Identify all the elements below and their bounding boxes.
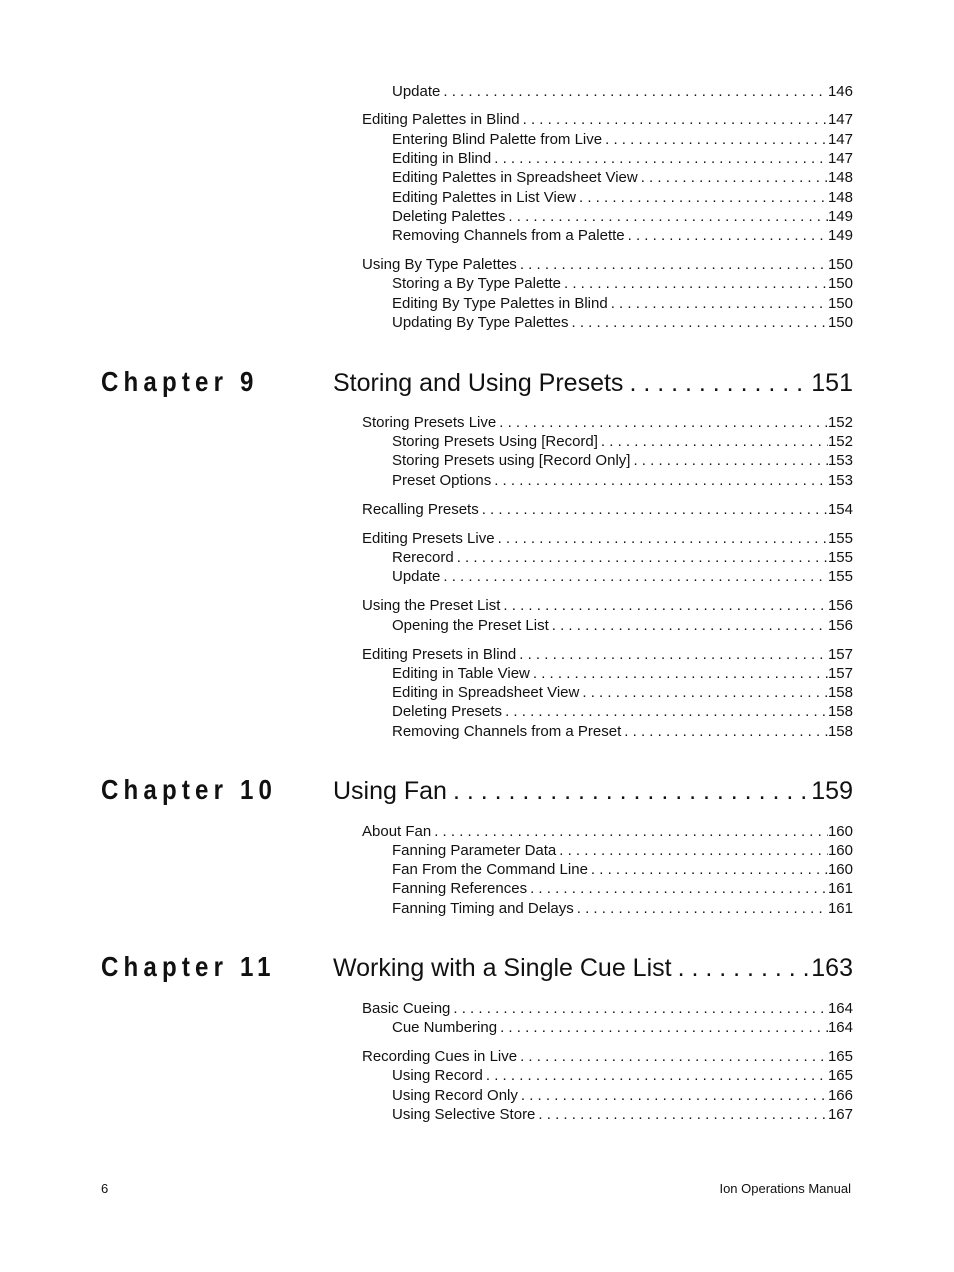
toc-entry-title: Using Record — [392, 1067, 483, 1084]
chapter-page: 163 — [811, 954, 853, 982]
toc-entry-title: Deleting Presets — [392, 703, 503, 720]
chapter-title: Using Fan — [333, 777, 447, 805]
dot-leader — [457, 548, 828, 567]
toc-entry-title: Fanning Parameter Data — [392, 842, 557, 859]
toc-entry-title: Editing Palettes in List View — [392, 189, 576, 206]
toc-entry-page: 160 — [827, 861, 853, 878]
toc-entry-title: Fan From the Command Line — [392, 861, 588, 878]
toc-entry-title: Editing Palettes in Spreadsheet View — [392, 169, 638, 186]
toc-entry-title: Storing Presets Live — [362, 414, 497, 431]
toc-subsection-entry[interactable] — [392, 432, 853, 451]
chapter-title: Storing and Using Presets — [333, 369, 624, 397]
toc-subsection-entry[interactable] — [392, 313, 853, 332]
dot-leader — [633, 451, 828, 470]
toc-entry-title: Entering Blind Palette from Live — [392, 131, 603, 148]
toc-subsection-entry[interactable] — [392, 1105, 853, 1124]
toc-subsection-entry[interactable] — [392, 1066, 853, 1085]
toc-entry-page: 149 — [827, 227, 853, 244]
dot-leader — [629, 368, 811, 398]
dot-leader — [520, 1047, 828, 1066]
toc-entry-title: Using the Preset List — [362, 597, 501, 614]
toc-entry-page: 148 — [827, 169, 853, 186]
toc-subsection-entry[interactable] — [392, 841, 853, 860]
toc-subsection-entry[interactable] — [392, 899, 853, 918]
dot-leader — [499, 413, 828, 432]
toc-entry-page: 157 — [827, 646, 853, 663]
toc-entry-page: 156 — [827, 597, 853, 614]
toc-subsection-entry[interactable] — [392, 1086, 853, 1105]
toc-entry-title: Storing Presets using [Record Only] — [392, 452, 631, 469]
dot-leader — [579, 188, 828, 207]
chapter-title-entry[interactable] — [333, 368, 853, 398]
toc-entry-title: Editing By Type Palettes in Blind — [392, 295, 608, 312]
toc-entry-title: Editing Palettes in Blind — [362, 111, 520, 128]
dot-leader — [434, 822, 828, 841]
toc-entry-title: Using Selective Store — [392, 1106, 536, 1123]
dot-leader — [611, 294, 828, 313]
toc-entry-title: About Fan — [362, 823, 432, 840]
toc-entry-page: 165 — [827, 1067, 853, 1084]
toc-entry-title: Storing Presets Using [Record] — [392, 433, 598, 450]
toc-entry-page: 150 — [827, 295, 853, 312]
chapter-title-entry[interactable] — [333, 953, 853, 983]
dot-leader — [505, 702, 828, 721]
toc-entry-title: Editing Presets in Blind — [362, 646, 517, 663]
chapter-label: Chapter 11 — [101, 951, 276, 982]
toc-subsection-entry[interactable] — [392, 664, 853, 683]
footer-manual-title: Ion Operations Manual — [719, 1181, 851, 1196]
toc-entry-title: Editing in Spreadsheet View — [392, 684, 580, 701]
toc-subsection-entry[interactable] — [392, 226, 853, 245]
toc-entry-title: Fanning Timing and Delays — [392, 900, 574, 917]
dot-leader — [523, 110, 828, 129]
toc-entry-page: 155 — [827, 530, 853, 547]
toc-subsection-entry[interactable] — [392, 451, 853, 470]
toc-subsection-entry[interactable] — [392, 207, 853, 226]
toc-entry-page: 164 — [827, 1000, 853, 1017]
chapter-label: Chapter 10 — [101, 774, 278, 805]
toc-entry-title: Opening the Preset List — [392, 617, 549, 634]
toc-subsection-entry[interactable] — [392, 722, 853, 741]
toc-entry-page: 149 — [827, 208, 853, 225]
dot-leader — [443, 82, 828, 101]
toc-entry-page: 157 — [827, 665, 853, 682]
toc-subsection-entry[interactable] — [392, 294, 853, 313]
toc-entry-page: 156 — [827, 617, 853, 634]
toc-entry-page: 152 — [827, 433, 853, 450]
dot-leader — [500, 1018, 828, 1037]
toc-entry-title: Rerecord — [392, 549, 454, 566]
dot-leader — [520, 255, 828, 274]
toc-entry-title: Storing a By Type Palette — [392, 275, 561, 292]
toc-subsection-entry[interactable] — [392, 1018, 853, 1037]
footer-page-number: 6 — [101, 1181, 109, 1196]
toc-entry-page: 164 — [827, 1019, 853, 1036]
dot-leader — [628, 226, 828, 245]
toc-entry-title: Update — [392, 568, 441, 585]
dot-leader — [572, 313, 828, 332]
toc-entry-page: 167 — [827, 1106, 853, 1123]
toc-entry-page: 158 — [827, 703, 853, 720]
toc-entry-page: 160 — [827, 842, 853, 859]
dot-leader — [559, 841, 828, 860]
toc-subsection-entry[interactable] — [392, 683, 853, 702]
toc-subsection-entry[interactable] — [392, 548, 853, 567]
toc-entry-page: 150 — [827, 275, 853, 292]
toc-section-entry[interactable] — [362, 500, 853, 519]
toc-entry-title: Recalling Presets — [362, 501, 479, 518]
toc-entry-page: 161 — [827, 880, 853, 897]
chapter-title-entry[interactable] — [333, 776, 853, 806]
chapter-label: Chapter 9 — [101, 366, 259, 397]
toc-section-entry[interactable] — [362, 1047, 853, 1066]
toc-section-entry[interactable] — [362, 999, 853, 1018]
toc-entry-title: Fanning References — [392, 880, 528, 897]
dot-leader — [591, 860, 828, 879]
toc-entry-page: 165 — [827, 1048, 853, 1065]
toc-entry-title: Basic Cueing — [362, 1000, 451, 1017]
dot-leader — [678, 953, 812, 983]
toc-entry-title: Using Record Only — [392, 1087, 518, 1104]
toc-subsection-entry[interactable] — [392, 567, 853, 586]
toc-entry-title: Preset Options — [392, 472, 492, 489]
dot-leader — [519, 645, 828, 664]
dot-leader — [538, 1105, 828, 1124]
toc-entry-title: Cue Numbering — [392, 1019, 498, 1036]
toc-subsection-entry[interactable] — [392, 149, 853, 168]
toc-entry-page: 158 — [827, 723, 853, 740]
toc-entry-page: 150 — [827, 314, 853, 331]
dot-leader — [508, 207, 828, 226]
toc-section-entry[interactable] — [362, 110, 853, 129]
toc-entry-page: 153 — [827, 472, 853, 489]
toc-subsection-entry[interactable] — [392, 188, 853, 207]
dot-leader — [453, 776, 811, 806]
toc-subsection-entry[interactable] — [392, 82, 853, 101]
toc-entry-page: 155 — [827, 549, 853, 566]
toc-entry-page: 166 — [827, 1087, 853, 1104]
dot-leader — [494, 149, 828, 168]
dot-leader — [577, 899, 828, 918]
toc-subsection-entry[interactable] — [392, 860, 853, 879]
dot-leader — [503, 596, 828, 615]
toc-entry-title: Deleting Palettes — [392, 208, 506, 225]
toc-entry-page: 152 — [827, 414, 853, 431]
toc-section-entry[interactable] — [362, 645, 853, 664]
chapter-title: Working with a Single Cue List — [333, 954, 672, 982]
toc-entry-page: 161 — [827, 900, 853, 917]
toc-entry-page: 147 — [827, 111, 853, 128]
toc-entry-title: Updating By Type Palettes — [392, 314, 569, 331]
toc-section-entry[interactable] — [362, 596, 853, 615]
toc-entry-page: 154 — [827, 501, 853, 518]
dot-leader — [564, 274, 828, 293]
toc-section-entry[interactable] — [362, 529, 853, 548]
toc-entry-title: Using By Type Palettes — [362, 256, 517, 273]
toc-entry-page: 160 — [827, 823, 853, 840]
dot-leader — [624, 722, 828, 741]
toc-entry-title: Editing in Table View — [392, 665, 530, 682]
toc-entry-page: 147 — [827, 150, 853, 167]
dot-leader — [605, 130, 828, 149]
toc-entry-title: Update — [392, 83, 441, 100]
chapter-page: 159 — [811, 777, 853, 805]
toc-section-entry[interactable] — [362, 822, 853, 841]
toc-subsection-entry[interactable] — [392, 616, 853, 635]
toc-entry-page: 147 — [827, 131, 853, 148]
dot-leader — [443, 567, 828, 586]
dot-leader — [582, 683, 828, 702]
toc-entry-page: 146 — [827, 83, 853, 100]
dot-leader — [453, 999, 828, 1018]
toc-subsection-entry[interactable] — [392, 702, 853, 721]
dot-leader — [494, 471, 828, 490]
dot-leader — [533, 664, 828, 683]
dot-leader — [482, 500, 828, 519]
dot-leader — [552, 616, 828, 635]
toc-entry-page: 155 — [827, 568, 853, 585]
toc-entry-title: Removing Channels from a Preset — [392, 723, 622, 740]
dot-leader — [601, 432, 828, 451]
toc-entry-title: Editing Presets Live — [362, 530, 495, 547]
toc-entry-title: Editing in Blind — [392, 150, 492, 167]
toc-entry-page: 158 — [827, 684, 853, 701]
toc-entry-page: 153 — [827, 452, 853, 469]
toc-entry-title: Removing Channels from a Palette — [392, 227, 625, 244]
dot-leader — [498, 529, 828, 548]
toc-section-entry[interactable] — [362, 413, 853, 432]
toc-entry-page: 150 — [827, 256, 853, 273]
toc-entry-page: 148 — [827, 189, 853, 206]
toc-subsection-entry[interactable] — [392, 168, 853, 187]
toc-section-entry[interactable] — [362, 255, 853, 274]
dot-leader — [641, 168, 828, 187]
dot-leader — [521, 1086, 828, 1105]
toc-subsection-entry[interactable] — [392, 130, 853, 149]
toc-subsection-entry[interactable] — [392, 274, 853, 293]
toc-subsection-entry[interactable] — [392, 879, 853, 898]
dot-leader — [530, 879, 828, 898]
dot-leader — [486, 1066, 828, 1085]
chapter-page: 151 — [811, 369, 853, 397]
toc-entry-title: Recording Cues in Live — [362, 1048, 518, 1065]
toc-subsection-entry[interactable] — [392, 471, 853, 490]
